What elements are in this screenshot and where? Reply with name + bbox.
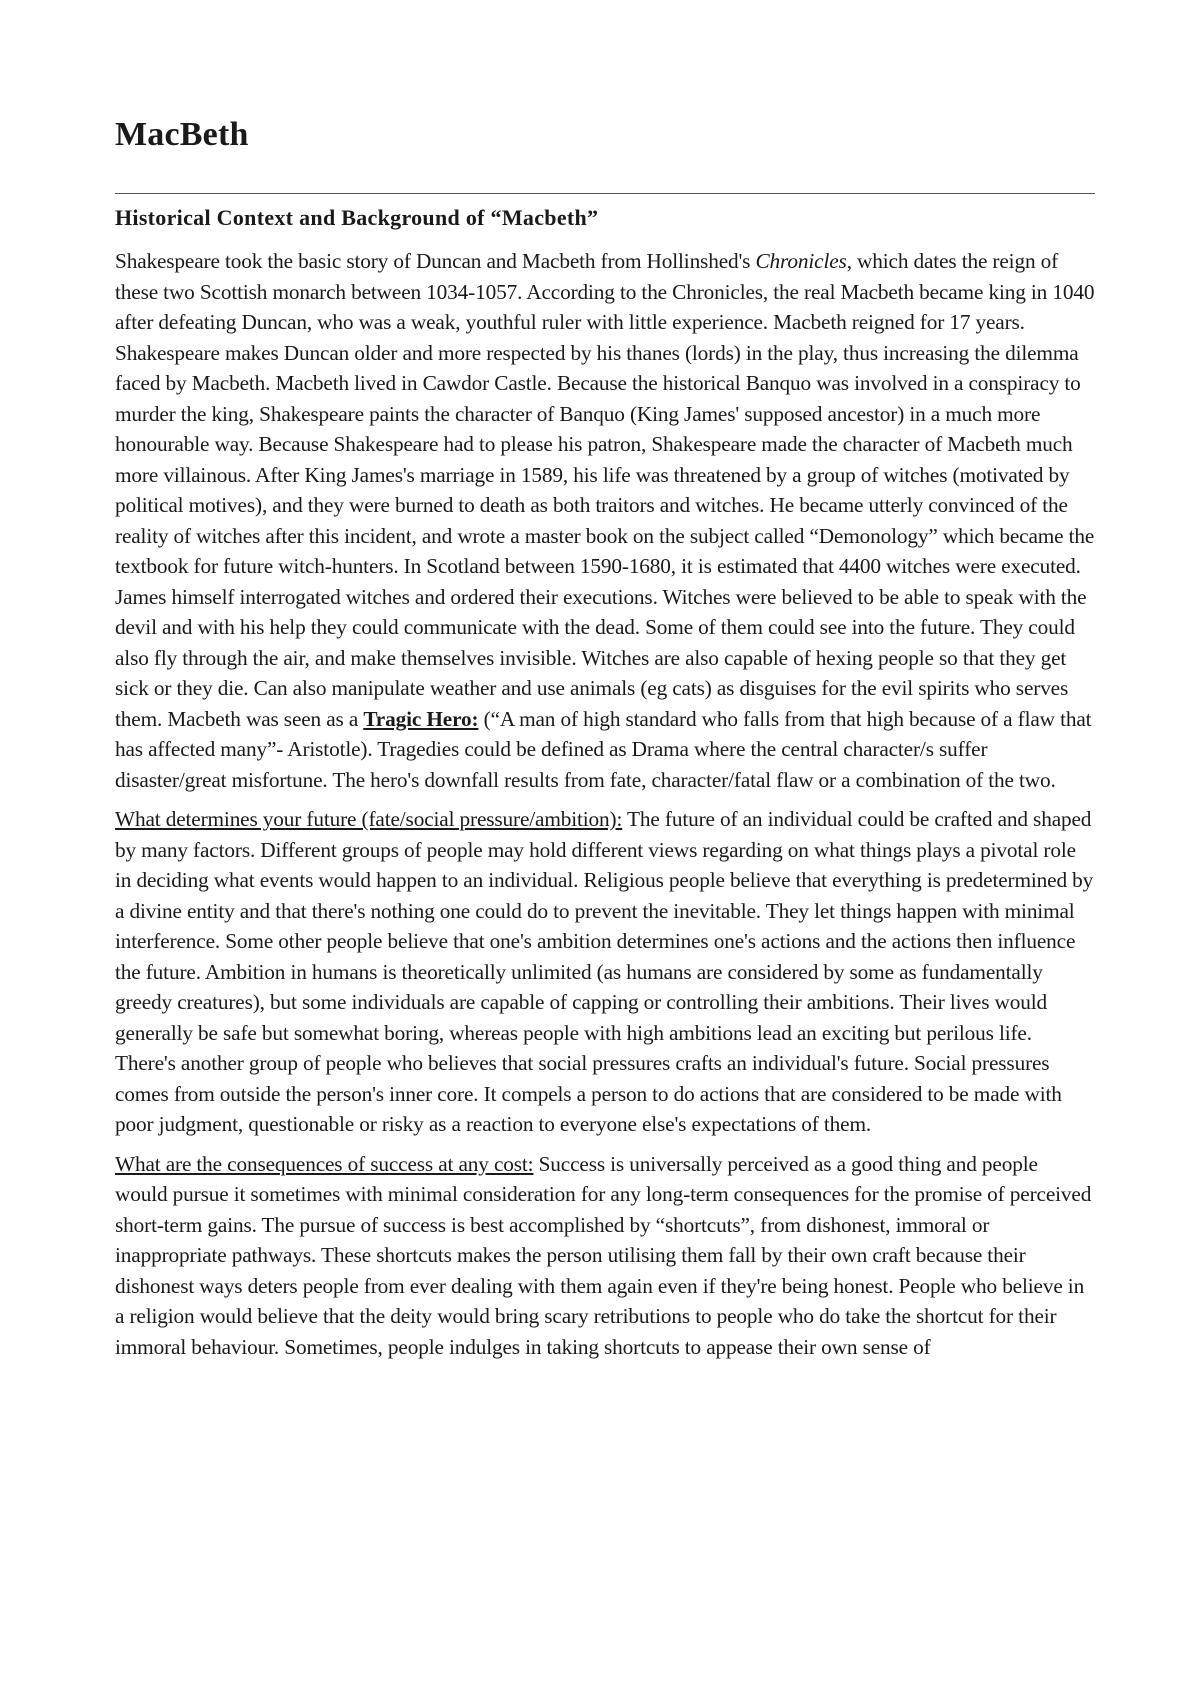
- section-heading: Historical Context and Background of “Macbeth”: [115, 205, 599, 230]
- paragraph-text: Success is universally perceived as a good thing and people would pursue it sometimes with minimal consideration for any long-term consequences for the promise of perceived short-term gains. The pursue of success is best accomplished by “shortcuts”, from dishonest, immoral or inappropriate pathways. These shortcuts makes the person utilising them fall by their own craft because their dishonest ways deters people from ever dealing with them again even if they're being honest. People who believe in a religion would believe that the deity would bring scary retributions to people who do take the shortcut for their immoral behaviour. Sometimes, people indulges in taking shortcuts to appease their own sense of: [115, 1151, 1092, 1359]
- paragraph-lead-success: What are the consequences of success at any cost:: [115, 1151, 534, 1176]
- paragraph-text: , which dates the reign of these two Scottish monarch between 1034-1057. According to the Chronicles, the real Macbeth became king in 1040 after defeating Duncan, who was a weak, youthful ruler with little experience. Macbeth reigned for 17 years. Shakespeare makes Duncan older and more respected by his thanes (lords) in the play, thus increasing the dilemma faced by Macbeth. Macbeth lived in Cawdor Castle. Because the historical Banquo was involved in a conspiracy to murder the king, Shakespeare paints the character of Banquo (King James' supposed ancestor) in a much more honourable way. Because Shakespeare had to please his patron, Shakespeare made the character of Macbeth much more villainous. After King James's marriage in 1589, his life was threatened by a group of witches (motivated by political motives), and they were burned to death as both traitors and witches. He became utterly convinced of the reality of witches after this incident, and wrote a master book on the subject called “Demonology” which became the textbook for future witch-hunters. In Scotland between 1590-1680, it is estimated that 4400 witches were executed. James himself interrogated witches and ordered their executions. Witches were believed to be able to speak with the devil and with his help they could communicate with the dead. Some of them could see into the future. They could also fly through the air, and make themselves invisible. Witches are also capable of hexing people so that they get sick or they die. Can also manipulate weather and use animals (eg cats) as disguises for the evil spirits who serves them. Macbeth was seen as a: [115, 249, 1095, 731]
- paragraph-future: [115, 804, 1095, 1140]
- paragraph-text: The future of an individual could be crafted and shaped by many factors. Different groups of people may hold different views regarding on what things plays a pivotal role in deciding what events would happen to an individual. Religious people believe that everything is predetermined by a divine entity and that there's nothing one could do to prevent the inevitable. They let things happen with minimal interference. Some other people believe that one's ambition determines one's actions and the actions then influence the future. Ambition in humans is theoretically unlimited (as humans are considered by some as fundamentally greedy creatures), but some individuals are capable of capping or controlling their ambitions. Their lives would generally be safe but somewhat boring, whereas people with high ambitions lead an exciting but perilous life. There's another group of people who believes that social pressures crafts an individual's future. Social pressures comes from outside the person's inner core. It compels a person to do actions that are considered to be made with poor judgment, questionable or risky as a reaction to everyone else's expectations of them.: [115, 807, 1094, 1136]
- paragraph-lead-future: What determines your future (fate/social pressure/ambition):: [115, 807, 623, 831]
- chronicles-title: Chronicles: [755, 249, 847, 273]
- paragraph-success: [115, 1149, 1095, 1363]
- document-page: [115, 100, 1095, 1362]
- paragraph-text: (“A man of high standard who falls from that high because of a flaw that has affected many”- Aristotle). Tragedies could be defined as Drama where the central character/s suffer disaster/great misfortune. The hero's downfall results from fate, character/fatal flaw or a combination of the two.: [115, 706, 1092, 792]
- title-divider: [115, 193, 1095, 194]
- document-title: MacBeth: [115, 116, 249, 153]
- paragraph-historical-context: [115, 246, 1095, 795]
- paragraph-text: Shakespeare took the basic story of Duncan and Macbeth from Hollinshed's: [115, 249, 756, 273]
- tragic-hero-term: Tragic Hero:: [363, 706, 479, 731]
